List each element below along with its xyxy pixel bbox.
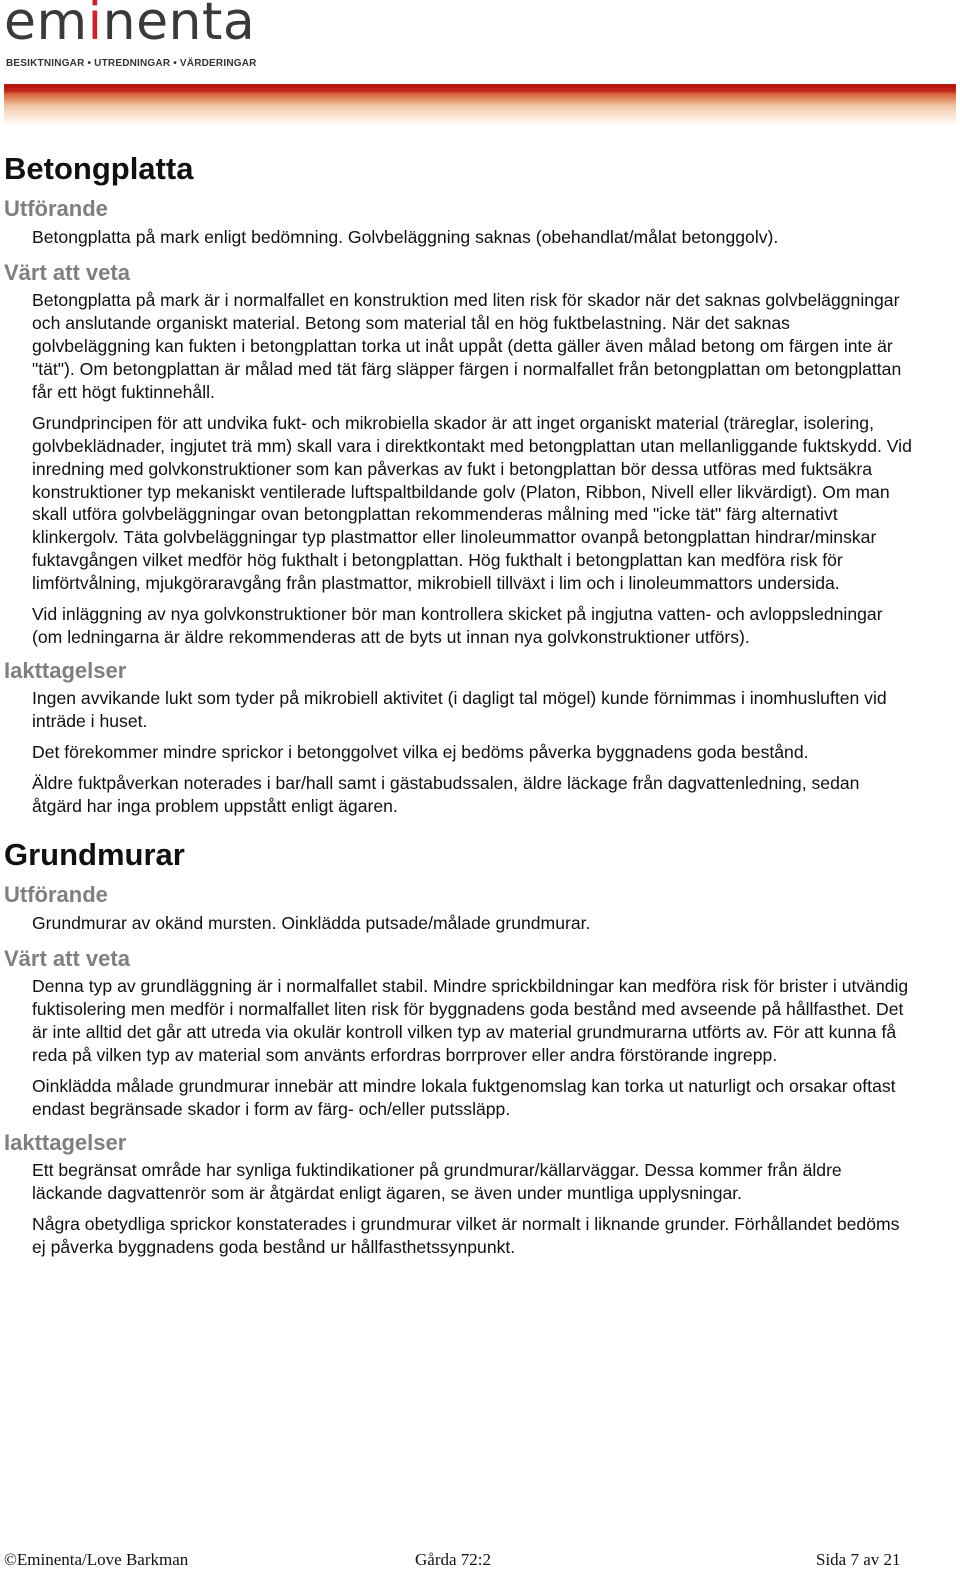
report-content — [0, 150, 960, 1259]
subheading-iakttagelser: Iakttagelser — [4, 1129, 127, 1155]
subheading-vart-att-veta: Värt att veta — [4, 945, 130, 971]
paragraph-iakttagelse: Ett begränsat område har synliga fuktindikationer på grundmurar/källarväggar. Dessa kommer från äldre läckande dagvattenrör som är åtgärdat enligt ägaren, se även under muntliga upplysningar. — [32, 1160, 842, 1204]
paragraph-iakttagelse: Några obetydliga sprickor konstaterades i grundmurar vilket är normalt i liknande grunder. Förhållandet bedöms ej påverka byggnadens goda bestånd ur hållfasthetssynpunkt. — [32, 1214, 900, 1258]
paragraph-iakttagelse: Det förekommer mindre sprickor i betonggolvet vilka ej bedöms påverka byggnadens goda bestånd. — [32, 742, 809, 763]
paragraph-utforande: Grundmurar av okänd mursten. Oinklädda putsade/målade grundmurar. — [32, 912, 591, 933]
paragraph-iakttagelse: Äldre fuktpåverkan noterades i bar/hall samt i gästabudssalen, äldre läckage från dagvattenledning, sedan åtgärd har inga problem uppstått enligt ägaren. — [32, 773, 860, 817]
subheading-iakttagelser: Iakttagelser — [4, 657, 127, 683]
logo-tagline: BESIKTNINGAR • UTREDNINGAR • VÄRDERINGAR — [6, 58, 257, 69]
paragraph-iakttagelse: Ingen avvikande lukt som tyder på mikrobiell aktivitet (i dagligt tal mögel) kunde förnimmas i inomhusluften vid inträde i huset. — [32, 688, 887, 732]
paragraph-vart-att-veta: Grundprincipen för att undvika fukt- och mikrobiella skador är att inget organiskt material (träreglar, isolering, golvbeklädnader, ingjutet trä mm) skall vara i direktkontakt med betongplattan utan mellanliggande fuktskydd. Vid inredning med golvkonstruktioner som kan påverkas av fukt i betongplattan bör dessa utföras med fuktsäkra konstruktioner typ mekaniskt ventilerade luftspaltbildande golv (Platon, Ribbon, Nivell eller likvärdigt). Om man skall utföra golvbeläggningar ovan betongplattan rekommenderas målning med "icke tät" färg alternativt klinkergolv. Täta golvbeläggningar typ plastmattor eller linoleummattor ovanpå betongplattan hindrar/minskar fuktavgången vilket medför hög fukthalt i betongplattan. Hög fukthalt i betongplattan kan medföra risk för limförtvålning, mjukgöraravgång från plastmattor, mikrobiell tillväxt i lim och i linoleummattors undersida. — [32, 412, 912, 594]
subheading-utforande: Utförande — [4, 196, 108, 222]
footer-page-number: Sida 7 av 21 — [816, 1550, 901, 1569]
paragraph-vart-att-veta: Oinklädda målade grundmurar innebär att mindre lokala fuktgenomslag kan torka ut naturligt och orsakar oftast endast begränsade skador i form av färg- och/eller putssläpp. — [32, 1075, 896, 1119]
paragraph-vart-att-veta: Betongplatta på mark är i normalfallet en konstruktion med liten risk för skador när det saknas golvbeläggningar och anslutande organiskt material. Betong som material tål en hög fuktbelastning. När det saknas golvbeläggning kan fukten i betongplattan torka ut inåt uppåt (detta gäller även målad betong om färgen inte är "tät"). Om betongplattan är målad med tät färg släpper färgen i normalfallet från betongplattan om betongplattan får ett högt fuktinnehåll. — [32, 290, 902, 402]
section-title-betongplatta: Betongplatta — [4, 151, 194, 186]
page-footer — [0, 1548, 960, 1570]
subheading-vart-att-veta: Värt att veta — [4, 259, 130, 285]
company-logo — [4, 0, 257, 72]
footer-property: Gårda 72:2 — [415, 1550, 492, 1569]
section-title-grundmurar: Grundmurar — [4, 837, 185, 872]
header-red-line — [4, 88, 956, 91]
paragraph-vart-att-veta: Denna typ av grundläggning är i normalfallet stabil. Mindre sprickbildningar kan medföra risk för brister i utvändig fuktisolering men medför i normalfallet liten risk för byggnadens goda bestånd med avseende på hållfasthet. Det är inte alltid det går att utreda via okulär kontroll vilken typ av material grundmurarna utförts av. För att kunna få reda på vilken typ av material som använts erfordras borrprover eller andra förstörande ingrepp. — [32, 976, 909, 1065]
subheading-utforande: Utförande — [4, 882, 108, 908]
paragraph-vart-att-veta: Vid inläggning av nya golvkonstruktioner bör man kontrollera skicket på ingjutna vatten- och avloppsledningar (om ledningarna är äldre rekommenderas att de byts ut innan nya golvkonstruktioner utförs). — [32, 604, 883, 647]
footer-author: ©Eminenta/Love Barkman — [4, 1550, 189, 1569]
logo-wordmark: eminenta — [4, 0, 256, 52]
paragraph-utforande: Betongplatta på mark enligt bedömning. Golvbeläggning saknas (obehandlat/målat betonggolv). — [32, 226, 779, 247]
